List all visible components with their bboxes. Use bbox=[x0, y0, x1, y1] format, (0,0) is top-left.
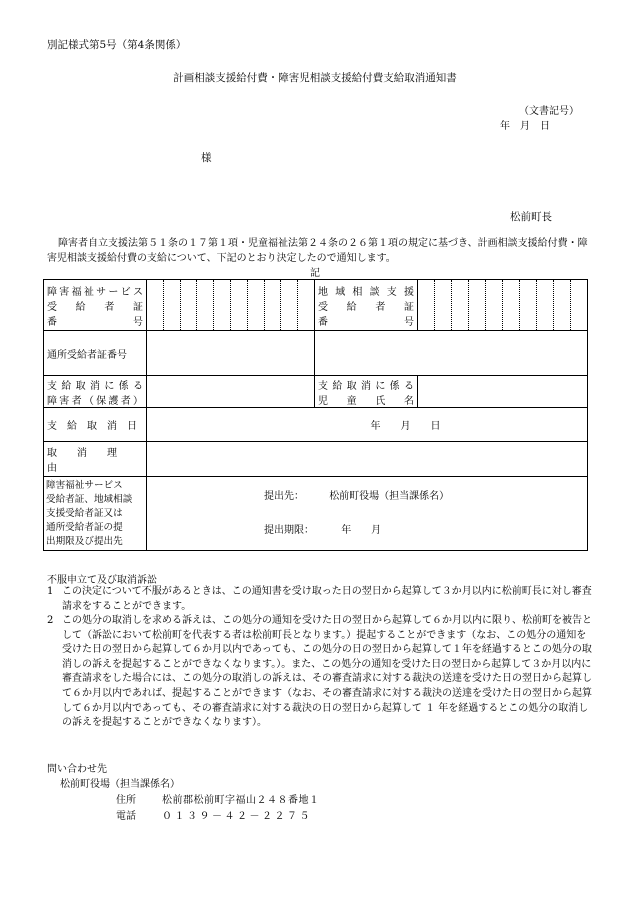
submit-to-value[interactable]: 松前町役場（担当課係名） bbox=[329, 491, 450, 502]
reason-label: 取 消 理 由 bbox=[44, 442, 147, 477]
submit-deadline bbox=[264, 521, 381, 536]
reason-row bbox=[44, 442, 588, 477]
appeal-item-text: この決定について不服があるときは、この通知書を受け取った日の翌日から起算して３か月以内に松前町長に対し審査請求をすることができます。 bbox=[62, 586, 592, 612]
ki-heading: 記 bbox=[310, 268, 320, 279]
appeal-item-number: 2 bbox=[47, 615, 54, 626]
deadline-label: 提出期限： bbox=[264, 525, 314, 536]
child-name-field[interactable] bbox=[418, 376, 588, 408]
submission-details bbox=[147, 477, 588, 551]
submit-to-label: 提出先： bbox=[264, 491, 304, 502]
revoke-person-label-line: 障害者（保護者） bbox=[47, 395, 143, 407]
child-name-label-line: 児 童 氏 名 bbox=[318, 395, 414, 407]
revoke-person-label bbox=[44, 376, 147, 408]
revoke-date-label: 支 給 取 消 日 bbox=[44, 408, 147, 442]
appeal-item bbox=[47, 614, 592, 731]
service-cert-label bbox=[44, 280, 147, 331]
document-number: （文書記号） bbox=[519, 106, 579, 117]
cert-number-row bbox=[44, 280, 588, 331]
service-cert-label-line: 番 号 bbox=[47, 316, 143, 328]
submission-label-line: 出期限及び提出先 bbox=[46, 535, 123, 547]
form-number-label: 別記様式第5号（第4条関係） bbox=[47, 39, 187, 51]
phone-value: ０１３９－４２－２２７５ bbox=[162, 811, 312, 822]
community-cert-label-line: 番 号 bbox=[318, 316, 414, 328]
appeal-heading: 不服申立て及び取消訴訟 bbox=[47, 575, 157, 586]
appeal-item-number: 1 bbox=[47, 586, 54, 597]
issuer-name: 松前町長 bbox=[510, 211, 552, 223]
commuter-cert-blank bbox=[315, 331, 588, 376]
address-label: 住所 bbox=[116, 795, 136, 806]
service-cert-label-line: 障害福祉サービス bbox=[47, 286, 143, 298]
submission-label-line: 支援受給者証又は bbox=[46, 507, 123, 519]
submission-label bbox=[44, 477, 147, 551]
notice-body-text: 障害者自立支援法第５１条の１７第１項・児童福祉法第２４条の２６第１項の規定に基づき、計画相談支援給付費・障害児相談支援給付費の支給について、下記のとおり決定したので通知します。 bbox=[47, 238, 588, 264]
address-value: 松前郡松前町字福山２４８番地１ bbox=[162, 795, 320, 806]
inquiry-office: 松前町役場（担当課係名） bbox=[60, 779, 180, 790]
revoke-person-row bbox=[44, 376, 588, 408]
commuter-cert-number-field[interactable] bbox=[147, 331, 315, 376]
community-cert-label-line: 地域相談支援 bbox=[318, 286, 414, 298]
community-cert-number-field[interactable] bbox=[418, 280, 588, 331]
revoke-person-label-line: 支給取消に係る bbox=[47, 380, 143, 392]
appeal-item bbox=[47, 585, 592, 614]
submit-to bbox=[264, 487, 449, 502]
child-name-label-line: 支給取消に係る bbox=[318, 380, 414, 392]
document-title: 計画相談支援給付費・障害児相談支援給付費支給取消通知書 bbox=[173, 72, 457, 84]
phone-label: 電話 bbox=[116, 811, 136, 822]
submission-label-line: 障害福祉サービス bbox=[46, 479, 123, 491]
submission-row bbox=[44, 477, 588, 551]
submission-label-line: 通所受給者証の提 bbox=[46, 521, 123, 533]
deadline-value[interactable]: 年 月 bbox=[341, 525, 382, 536]
submission-label-line: 受給者証、地域相談 bbox=[46, 493, 133, 505]
revoke-date-row bbox=[44, 408, 588, 442]
notice-form-table bbox=[43, 279, 588, 551]
inquiry-heading: 問い合わせ先 bbox=[47, 764, 107, 775]
commuter-cert-label: 通所受給者証番号 bbox=[44, 331, 147, 376]
service-cert-label-line: 受 給 者 証 bbox=[47, 301, 143, 313]
child-name-label bbox=[315, 376, 418, 408]
addressee-honorific: 様 bbox=[201, 152, 212, 164]
community-cert-label bbox=[315, 280, 418, 331]
reason-field[interactable] bbox=[147, 442, 588, 477]
commuter-cert-row bbox=[44, 331, 588, 376]
appeal-item-text: この処分の取消しを求める訴えは、この処分の通知を受けた日の翌日から起算して６か月以内に限り、松前町を被告として（訴訟において松前町を代表する者は松前町長となります。）提起することができます（なお、この処分の通知を受けた日の翌日から起算して６か月以内であっても、この処分の日の翌日から起算して１年を経過するとこの処分の取消しの訴えを提起することができなくなります。）。また、この処分の通知を受けた日の翌日から起算して３か月以内に審査請求をした場合には、この処分の取消しの訴えは、その審査請求に対する裁決の送達を受けた日の翌日から起算して６か月以内であれば、提起することができます（なお、その審査請求に対する裁決の送達を受けた日の翌日から起算して６か月以内であっても、その審査請求に対する裁決の日の翌日から起算して １ 年を経過するとこの処分の取消しの訴えを提起することができなくなります）。 bbox=[62, 615, 592, 729]
service-cert-number-field[interactable] bbox=[147, 280, 315, 331]
community-cert-label-line: 受 給 者 証 bbox=[318, 301, 414, 313]
revoke-person-name-field[interactable] bbox=[147, 376, 315, 408]
issue-date: 年 月 日 bbox=[500, 121, 550, 132]
revoke-date-value[interactable]: 年 月 日 bbox=[147, 408, 588, 442]
